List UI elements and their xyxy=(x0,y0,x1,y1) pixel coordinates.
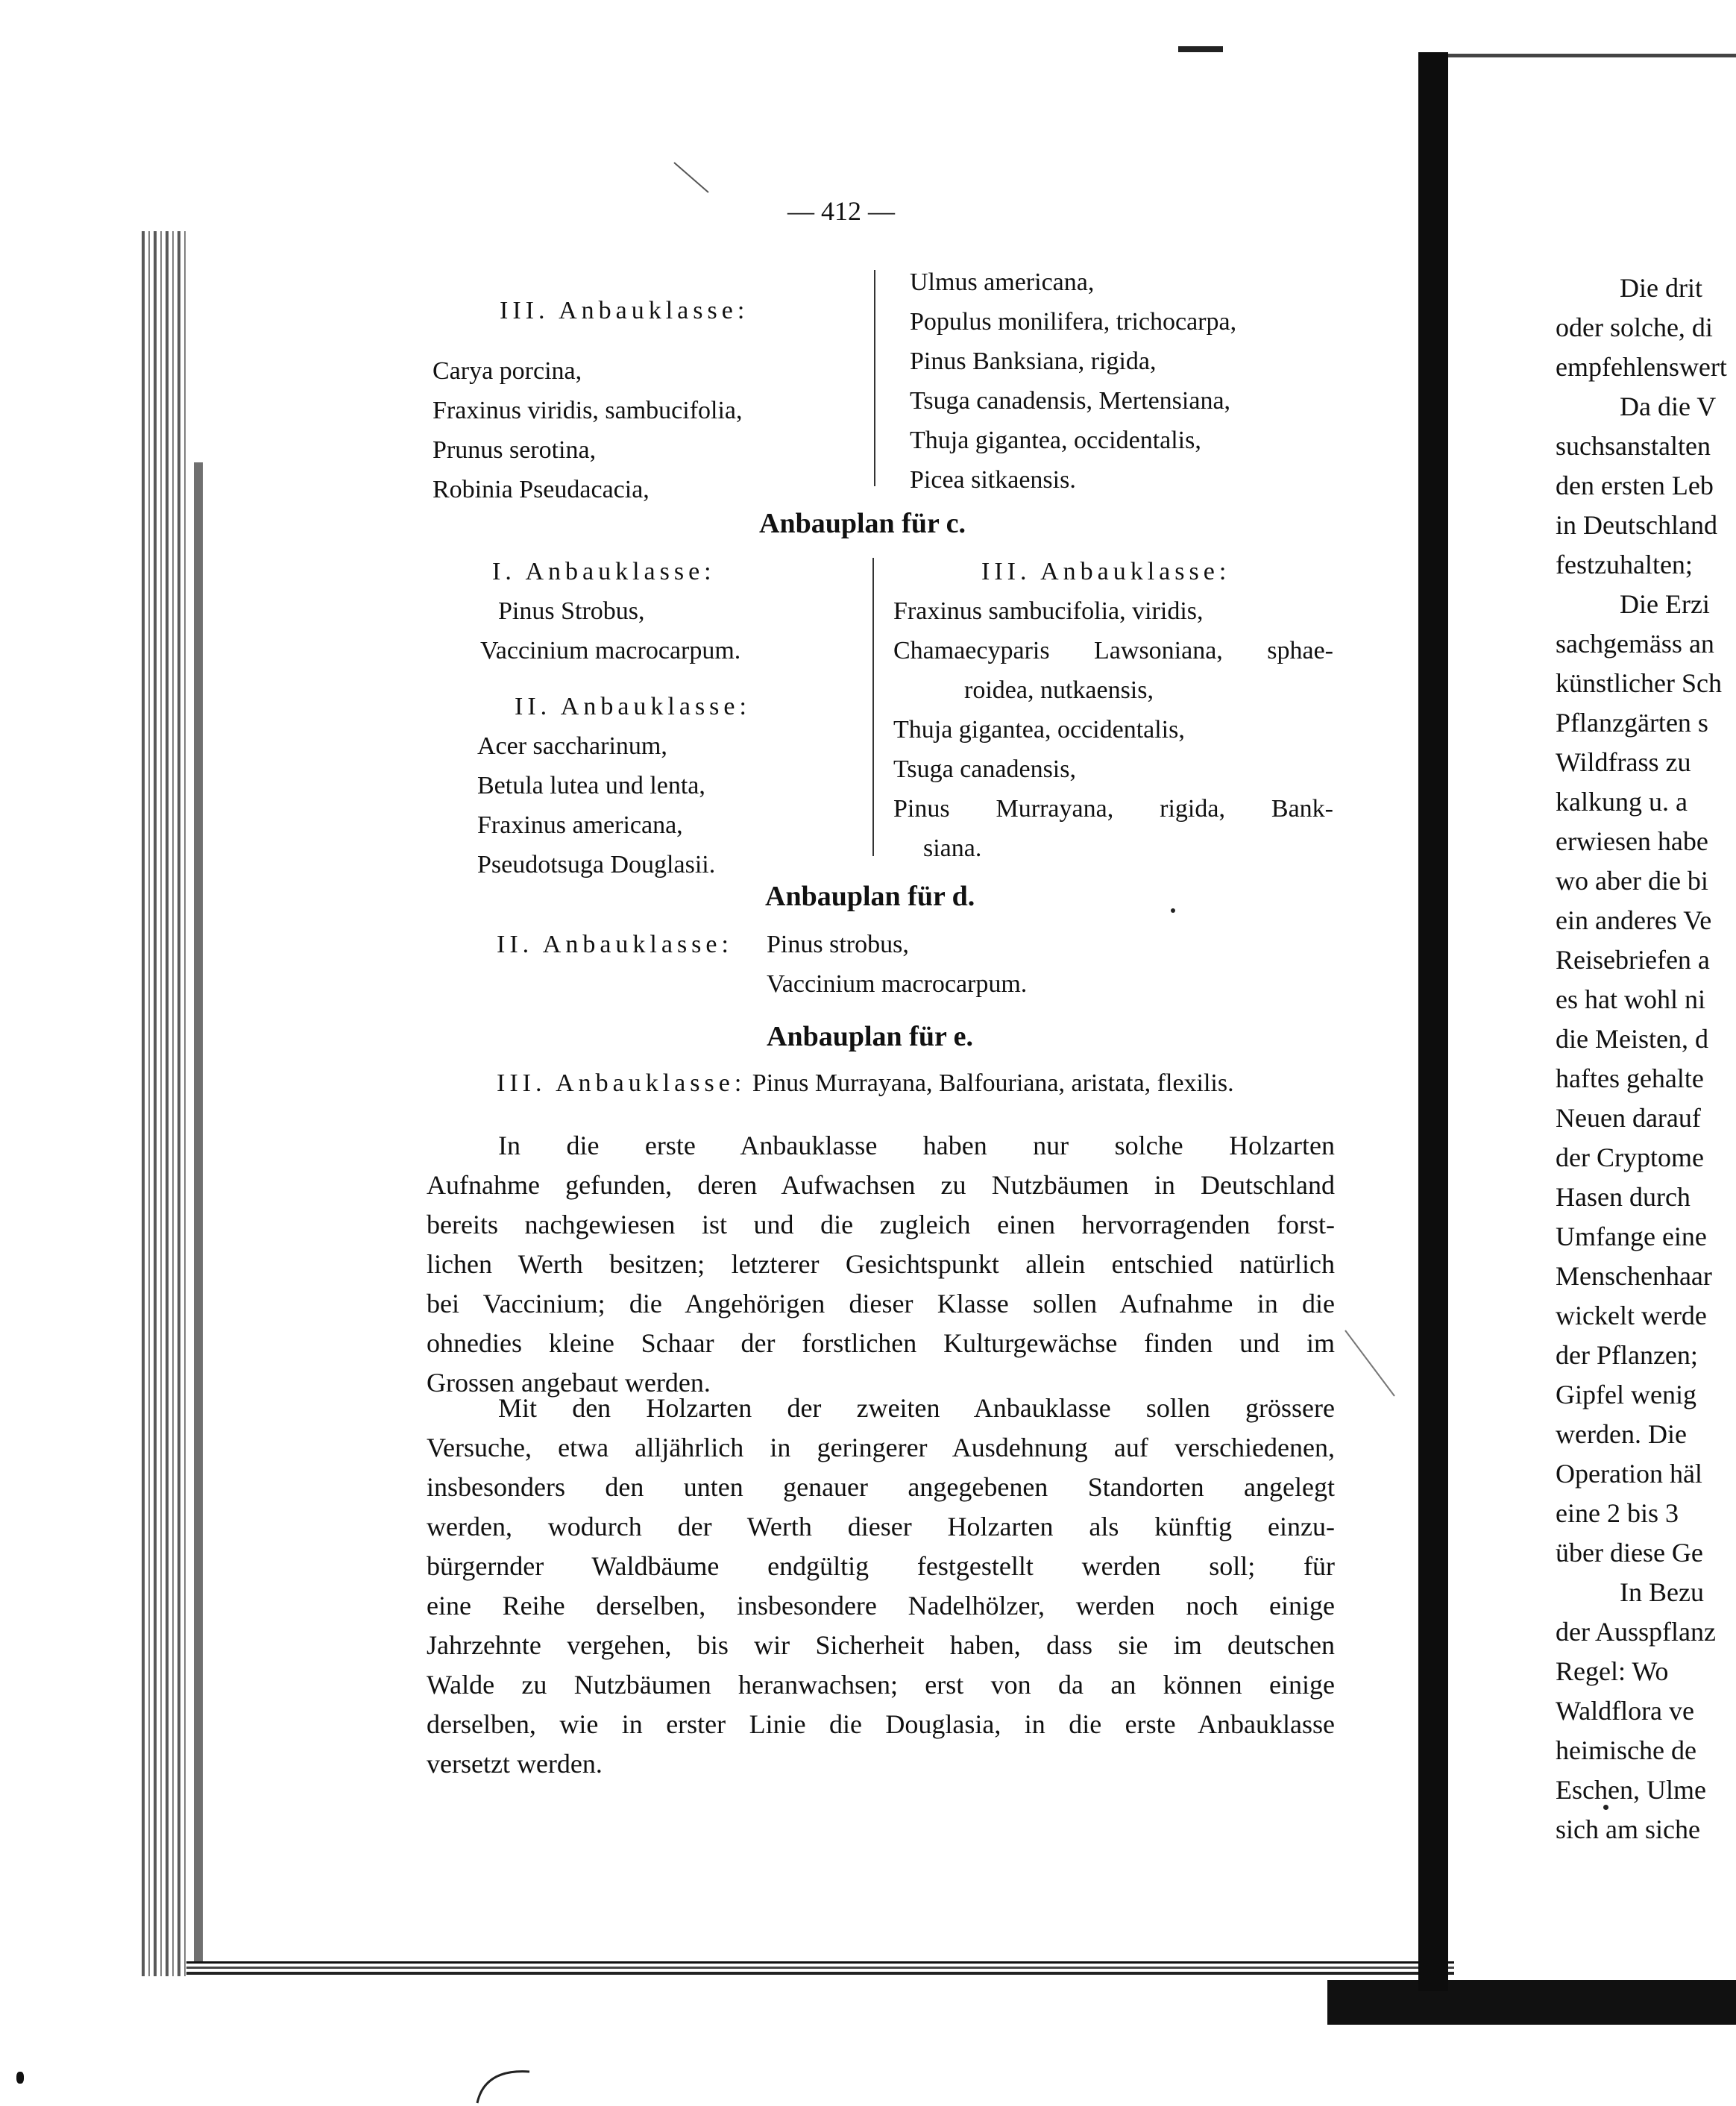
list-item: Prunus serotina, xyxy=(433,436,597,464)
text-line: werden, wodurch der Werth dieser Holzarten als künftig einzu- xyxy=(427,1512,1335,1541)
text-line: In Bezu xyxy=(1620,1577,1704,1607)
plan-d-class-label: II. Anbauklasse: xyxy=(497,931,733,958)
text-line: künstlicher Sch xyxy=(1556,668,1722,698)
text-line: der Ausspflanz xyxy=(1556,1617,1716,1647)
text-line: Grossen angebaut werden. xyxy=(427,1368,711,1398)
text-line: versetzt werden. xyxy=(427,1749,603,1779)
list-item: Pinus Murrayana, rigida, Bank- xyxy=(893,795,1333,823)
text-line: bereits nachgewiesen ist und die zugleich einen hervorragenden forst- xyxy=(427,1210,1335,1239)
list-item: Fraxinus americana, xyxy=(477,811,683,839)
text-line: ohnedies kleine Schaar der forstlichen Kulturgewächse finden und im xyxy=(427,1328,1335,1358)
text-line: Reisebriefen a xyxy=(1556,945,1710,975)
text-line: Da die V xyxy=(1620,392,1717,421)
top-edge-mark xyxy=(1178,46,1223,52)
list-item: Vaccinium macrocarpum. xyxy=(767,970,1028,998)
plan-d-heading: Anbauplan für d. xyxy=(765,881,975,912)
text-line: In die erste Anbauklasse haben nur solche Holzarten xyxy=(498,1131,1335,1160)
text-line: Regel: Wo xyxy=(1556,1656,1669,1686)
plan-c-right-column xyxy=(893,552,1333,868)
text-line: in Deutschland xyxy=(1556,510,1717,540)
text-line: Menschenhaar xyxy=(1556,1261,1712,1291)
class-header: III. Anbauklasse: xyxy=(500,297,749,324)
text-line: Eschen, Ulme xyxy=(1556,1775,1706,1805)
plan-d-items xyxy=(767,925,1139,1004)
list-item: Tsuga canadensis, Mertensiana, xyxy=(910,387,1231,415)
scan-speck xyxy=(1171,908,1175,913)
list-item: Populus monilifera, trichocarpa, xyxy=(910,308,1237,336)
list-item: Fraxinus viridis, sambucifolia, xyxy=(433,397,743,424)
text-line: Waldflora ve xyxy=(1556,1696,1695,1726)
bottom-thick-edge xyxy=(1327,1980,1736,2025)
text-line: bei Vaccinium; die Angehörigen dieser Klasse sollen Aufnahme in die xyxy=(427,1289,1335,1318)
plan-c-heading: Anbauplan für c. xyxy=(759,508,966,539)
text-line: ein anderes Ve xyxy=(1556,905,1712,935)
text-line: erwiesen habe xyxy=(1556,826,1708,856)
text-line: Pflanzgärten s xyxy=(1556,708,1708,738)
text-line: eine 2 bis 3 xyxy=(1556,1498,1679,1528)
text-line: empfehlenswert xyxy=(1556,352,1727,382)
column-divider xyxy=(874,270,875,486)
list-item: Pinus Strobus, xyxy=(498,597,645,625)
text-line: der Cryptome xyxy=(1556,1142,1704,1172)
text-line: der Pflanzen; xyxy=(1556,1340,1698,1370)
list-item: Pseudotsuga Douglasii. xyxy=(477,851,716,878)
class-header: II. Anbauklasse: xyxy=(515,693,751,720)
list-item: Robinia Pseudacacia, xyxy=(433,476,650,503)
top-edge-line xyxy=(1432,54,1736,57)
text-line: lichen Werth besitzen; letzterer Gesichtspunkt allein entschied natürlich xyxy=(427,1249,1335,1279)
scan-speck xyxy=(1603,1805,1608,1810)
text-line: Versuche, etwa alljährlich in geringerer Ausdehnung auf verschiedenen, xyxy=(427,1433,1335,1462)
list-item: Thuja gigantea, occidentalis, xyxy=(893,716,1185,744)
page-number: — 412 — xyxy=(787,196,895,226)
list-item: Betula lutea und lenta, xyxy=(477,772,705,799)
text-line: den ersten Leb xyxy=(1556,471,1714,500)
paragraph-1 xyxy=(427,1126,1335,1403)
list-item: Ulmus americana, xyxy=(910,268,1095,296)
text-line: oder solche, di xyxy=(1556,312,1713,342)
text-line: Walde zu Nutzbäumen heranwachsen; erst von da an können einige xyxy=(427,1670,1335,1700)
scan-speck xyxy=(16,2072,24,2084)
text-line: Neuen darauf xyxy=(1556,1103,1701,1133)
list-item: Picea sitkaensis. xyxy=(910,466,1076,494)
text-line: suchsanstalten xyxy=(1556,431,1711,461)
text-line: es hat wohl ni xyxy=(1556,984,1705,1014)
list-item: Vaccinium macrocarpum. xyxy=(480,637,741,664)
text-line: Jahrzehnte vergehen, bis wir Sicherheit haben, dass sie im deutschen xyxy=(427,1630,1335,1660)
text-line: bürgernder Waldbäume endgültig festgestellt werden soll; für xyxy=(427,1551,1335,1581)
column-divider xyxy=(872,558,874,856)
class-header: III. Anbauklasse: xyxy=(981,558,1231,585)
text-line: Operation häl xyxy=(1556,1459,1702,1489)
text-line: Umfange eine xyxy=(1556,1222,1707,1251)
list-item: Carya porcina, xyxy=(433,357,582,385)
scan-curve-mark xyxy=(470,2066,537,2106)
list-item: roidea, nutkaensis, xyxy=(964,676,1154,704)
list-item: siana. xyxy=(923,834,982,862)
left-edge-stripes xyxy=(142,231,186,1976)
list-item: Pinus strobus, xyxy=(767,931,909,958)
text-line: haftes gehalte xyxy=(1556,1063,1704,1093)
text-line: Mit den Holzarten der zweiten Anbauklasse sollen grössere xyxy=(498,1393,1335,1423)
scan-diagonal-mark xyxy=(671,160,716,197)
text-line: die Meisten, d xyxy=(1556,1024,1708,1054)
text-line: eine Reihe derselben, insbesondere Nadelhölzer, werden noch einige xyxy=(427,1591,1335,1621)
book-spine xyxy=(1418,52,1448,1991)
plan-e-line xyxy=(497,1063,1347,1103)
scan-diagonal-mark xyxy=(1342,1327,1402,1402)
plan-e-class-label: III. Anbauklasse: xyxy=(497,1069,746,1097)
text-line: wo aber die bi xyxy=(1556,866,1708,896)
text-line: heimische de xyxy=(1556,1735,1696,1765)
text-line: Die drit xyxy=(1620,273,1702,303)
text-line: sachgemäss an xyxy=(1556,629,1714,658)
top-left-column xyxy=(433,291,850,509)
class-header: I. Anbauklasse: xyxy=(492,558,716,585)
text-line: sich am siche xyxy=(1556,1814,1700,1844)
text-line: kalkung u. a xyxy=(1556,787,1688,817)
plan-e-heading: Anbauplan für e. xyxy=(767,1021,974,1052)
list-item: Acer saccharinum, xyxy=(477,732,667,760)
text-line: Gipfel wenig xyxy=(1556,1380,1696,1409)
text-line: Die Erzi xyxy=(1620,589,1710,619)
text-line: Hasen durch xyxy=(1556,1182,1691,1212)
list-item: Fraxinus sambucifolia, viridis, xyxy=(893,597,1204,625)
text-line: Aufnahme gefunden, deren Aufwachsen zu Nutzbäumen in Deutschland xyxy=(427,1170,1335,1200)
plan-e-items: Pinus Murrayana, Balfouriana, aristata, flexilis. xyxy=(752,1069,1234,1097)
text-line: über diese Ge xyxy=(1556,1538,1703,1568)
right-page-column xyxy=(1556,268,1736,1849)
list-item: Tsuga canadensis, xyxy=(893,755,1076,783)
left-edge-stripes-dark xyxy=(194,462,203,1976)
list-item: Pinus Banksiana, rigida, xyxy=(910,348,1157,375)
text-line: wickelt werde xyxy=(1556,1301,1707,1330)
text-line: insbesonders den unten genauer angegebenen Standorten angelegt xyxy=(427,1472,1335,1502)
plan-c-left-column xyxy=(477,552,865,884)
text-line: derselben, wie in erster Linie die Douglasia, in die erste Anbauklasse xyxy=(427,1709,1335,1739)
text-line: Wildfrass zu xyxy=(1556,747,1691,777)
text-line: werden. Die xyxy=(1556,1419,1687,1449)
bottom-page-edge xyxy=(186,1961,1454,1978)
top-right-column xyxy=(910,263,1327,500)
paragraph-2 xyxy=(427,1389,1335,1784)
list-item: Chamaecyparis Lawsoniana, sphae- xyxy=(893,637,1333,664)
list-item: Thuja gigantea, occidentalis, xyxy=(910,427,1201,454)
text-line: festzuhalten; xyxy=(1556,550,1693,579)
